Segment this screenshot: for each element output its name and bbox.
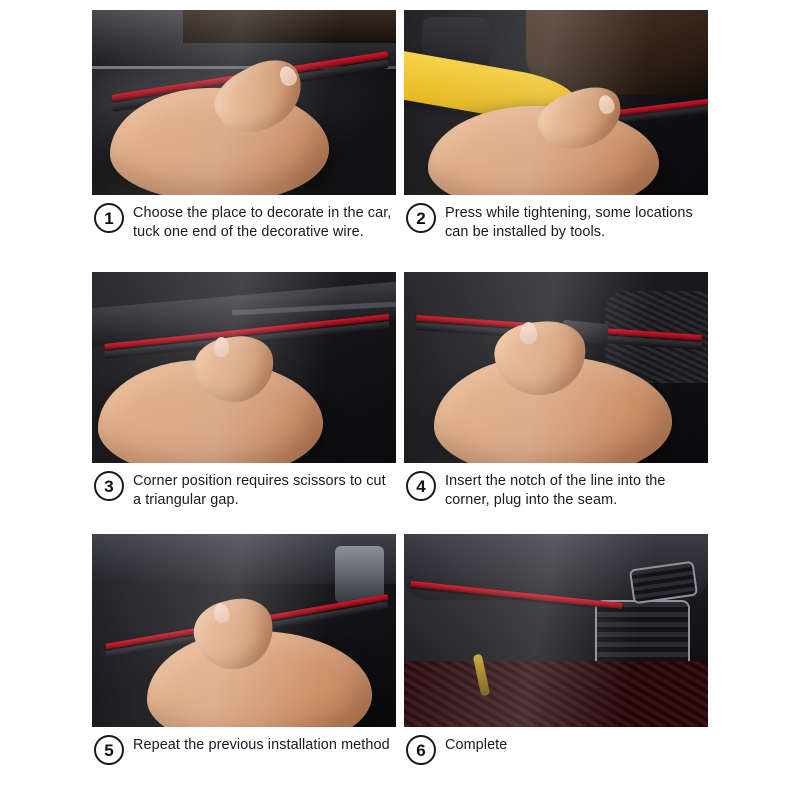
step-6-caption xyxy=(404,727,708,790)
steps-grid xyxy=(92,10,708,790)
step-5-photo xyxy=(92,534,396,727)
step-5-caption xyxy=(92,727,396,790)
step-number-badge: 3 xyxy=(94,471,124,501)
photo-sheen xyxy=(92,272,396,463)
photo-sheen xyxy=(404,534,708,727)
step-1-photo xyxy=(92,10,396,195)
step-2-caption xyxy=(404,195,708,266)
step-card-2 xyxy=(404,10,708,266)
step-4-caption xyxy=(404,463,708,528)
photo-sheen xyxy=(404,272,708,463)
step-1-caption xyxy=(92,195,396,266)
step-3-caption xyxy=(92,463,396,528)
step-3-photo xyxy=(92,272,396,463)
step-text: Choose the place to decorate in the car, tuck one end of the decorative wire. xyxy=(133,205,392,241)
step-number-badge: 1 xyxy=(94,203,124,233)
step-4-photo xyxy=(404,272,708,463)
step-text: Complete xyxy=(445,737,508,753)
step-card-5 xyxy=(92,534,396,790)
step-card-1 xyxy=(92,10,396,266)
step-card-6 xyxy=(404,534,708,790)
step-number-badge: 6 xyxy=(406,735,436,765)
step-text: Insert the notch of the line into the corner, plug into the seam. xyxy=(445,473,666,509)
step-2-photo xyxy=(404,10,708,195)
step-6-photo xyxy=(404,534,708,727)
step-card-3 xyxy=(92,272,396,528)
photo-sheen xyxy=(404,10,708,195)
step-number-badge: 2 xyxy=(406,203,436,233)
step-text: Corner position requires scissors to cut a triangular gap. xyxy=(133,473,386,509)
step-card-4 xyxy=(404,272,708,528)
step-text: Press while tightening, some locations can be installed by tools. xyxy=(445,205,693,241)
photo-sheen xyxy=(92,10,396,195)
photo-sheen xyxy=(92,534,396,727)
step-text: Repeat the previous installation method xyxy=(133,737,390,753)
step-number-badge: 4 xyxy=(406,471,436,501)
step-number-badge: 5 xyxy=(94,735,124,765)
